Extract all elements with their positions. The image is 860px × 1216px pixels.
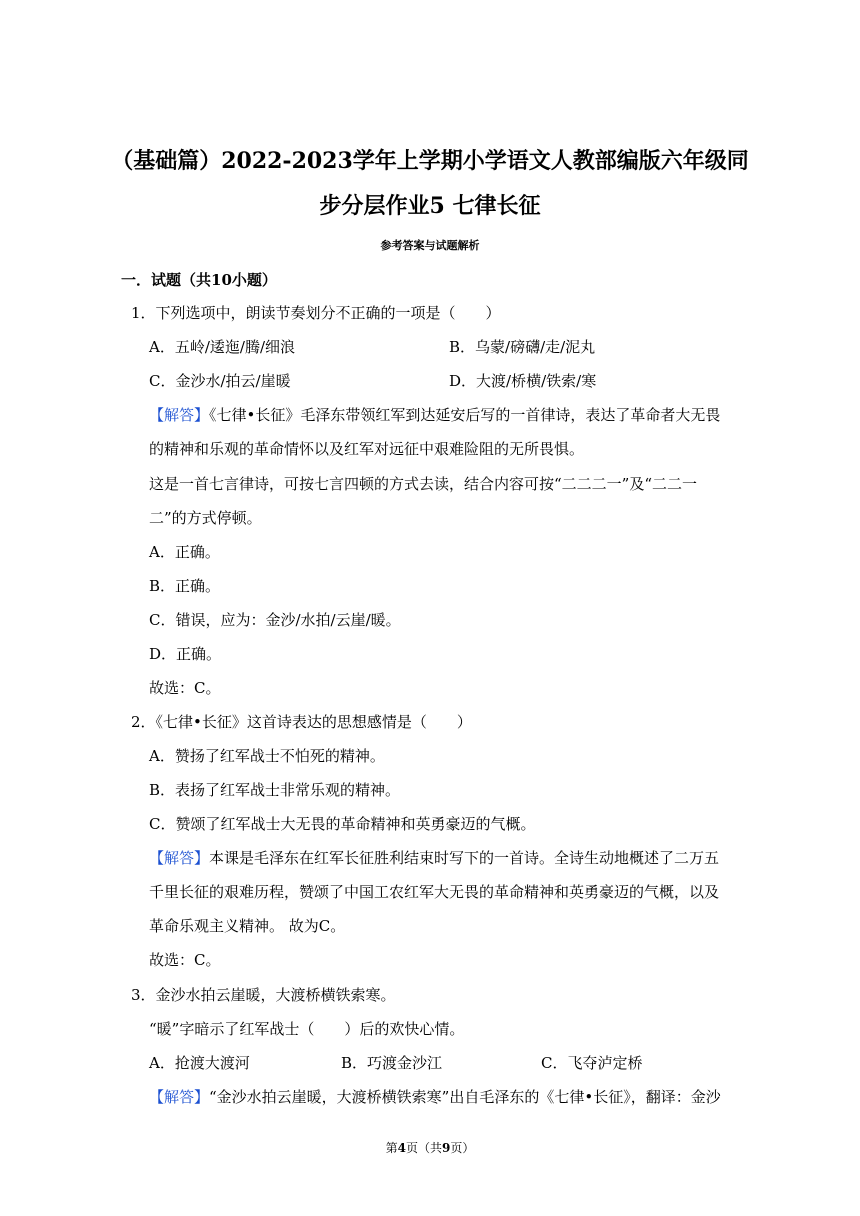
q1-stem: 1．下列选项中，朗读节奏划分不正确的一项是（ ）: [131, 304, 501, 322]
q2-stem: 2．《七律•长征》这首诗表达的思想感情是（ ）: [131, 713, 472, 731]
q3-stem: 3．金沙水拍云崖暖，大渡桥横铁索寒。: [131, 986, 396, 1004]
q3-option-a: A．抢渡大渡河: [149, 1054, 250, 1072]
q1-choice: 故选：C。: [149, 679, 221, 697]
q1-analysis-line-4: 二”的方式停顿。: [149, 509, 262, 527]
q1-analysis-line-3: 这是一首七言律诗，可按七言四顿的方式去读，结合内容可按“二二二一”及“二二一: [149, 475, 698, 493]
q2-option-c: C．赞颂了红军战士大无畏的革命精神和英勇豪迈的气概。: [149, 815, 536, 833]
q3-option-c: C．飞夺泸定桥: [541, 1054, 643, 1072]
section-heading: 一．试题（共10小题）: [121, 271, 277, 289]
title-line-2: 步分层作业5 七律长征: [319, 193, 541, 219]
q1-answer-a: A．正确。: [149, 543, 220, 561]
q2-analysis-line-2: 千里长征的艰难历程，赞颂了中国工农红军大无畏的革命精神和英勇豪迈的气概，以及: [149, 883, 720, 901]
q1-analysis-line-1: 【解答】《七律•长征》毛泽东带领红军到达延安后写的一首律诗，表达了革命者大无畏: [149, 406, 721, 424]
q1-answer-c: C．错误，应为：金沙/水拍/云崖/暖。: [149, 611, 401, 629]
page-total: 9: [442, 1141, 451, 1155]
q1-option-d: D．大渡/桥横/铁索/寒: [449, 372, 597, 390]
page-footer: 第4页（共9页）: [385, 1141, 475, 1155]
q1-option-a: A．五岭/逶迤/腾/细浪: [149, 338, 295, 356]
q1-answer-d: D．正确。: [149, 645, 222, 663]
title-line-1: （基础篇）2022-2023学年上学期小学语文人教部编版六年级同: [111, 148, 749, 174]
analysis-tag: 【解答】: [149, 849, 210, 867]
analysis-tag: 【解答】: [149, 406, 210, 424]
q1-option-b: B．乌蒙/磅礴/走/泥丸: [449, 338, 596, 356]
q1-option-c: C．金沙水/拍云/崖暖: [149, 372, 291, 390]
q3-sub-question: “暖”字暗示了红军战士（ ）后的欢快心情。: [149, 1020, 465, 1038]
q2-option-a: A．赞扬了红军战士不怕死的精神。: [149, 747, 385, 765]
q2-choice: 故选：C。: [149, 951, 221, 969]
q2-option-b: B．表扬了红军战士非常乐观的精神。: [149, 781, 401, 799]
q2-analysis-line-3: 革命乐观主义精神。 故为C。: [149, 917, 346, 935]
q1-answer-b: B．正确。: [149, 577, 221, 595]
q3-option-b: B．巧渡金沙江: [341, 1054, 443, 1072]
subtitle: 参考答案与试题解析: [380, 239, 480, 252]
analysis-tag: 【解答】: [149, 1088, 210, 1106]
q1-analysis-line-2: 的精神和乐观的革命情怀以及红军对远征中艰难险阻的无所畏惧。: [149, 440, 585, 458]
q3-analysis-line-1: 【解答】“金沙水拍云崖暖，大渡桥横铁索寒”出自毛泽东的《七律•长征》，翻译：金沙: [149, 1088, 721, 1106]
q2-analysis-line-1: 【解答】本课是毛泽东在红军长征胜利结束时写下的一首诗。全诗生动地概述了二万五: [149, 849, 720, 867]
page-number: 4: [397, 1141, 406, 1155]
